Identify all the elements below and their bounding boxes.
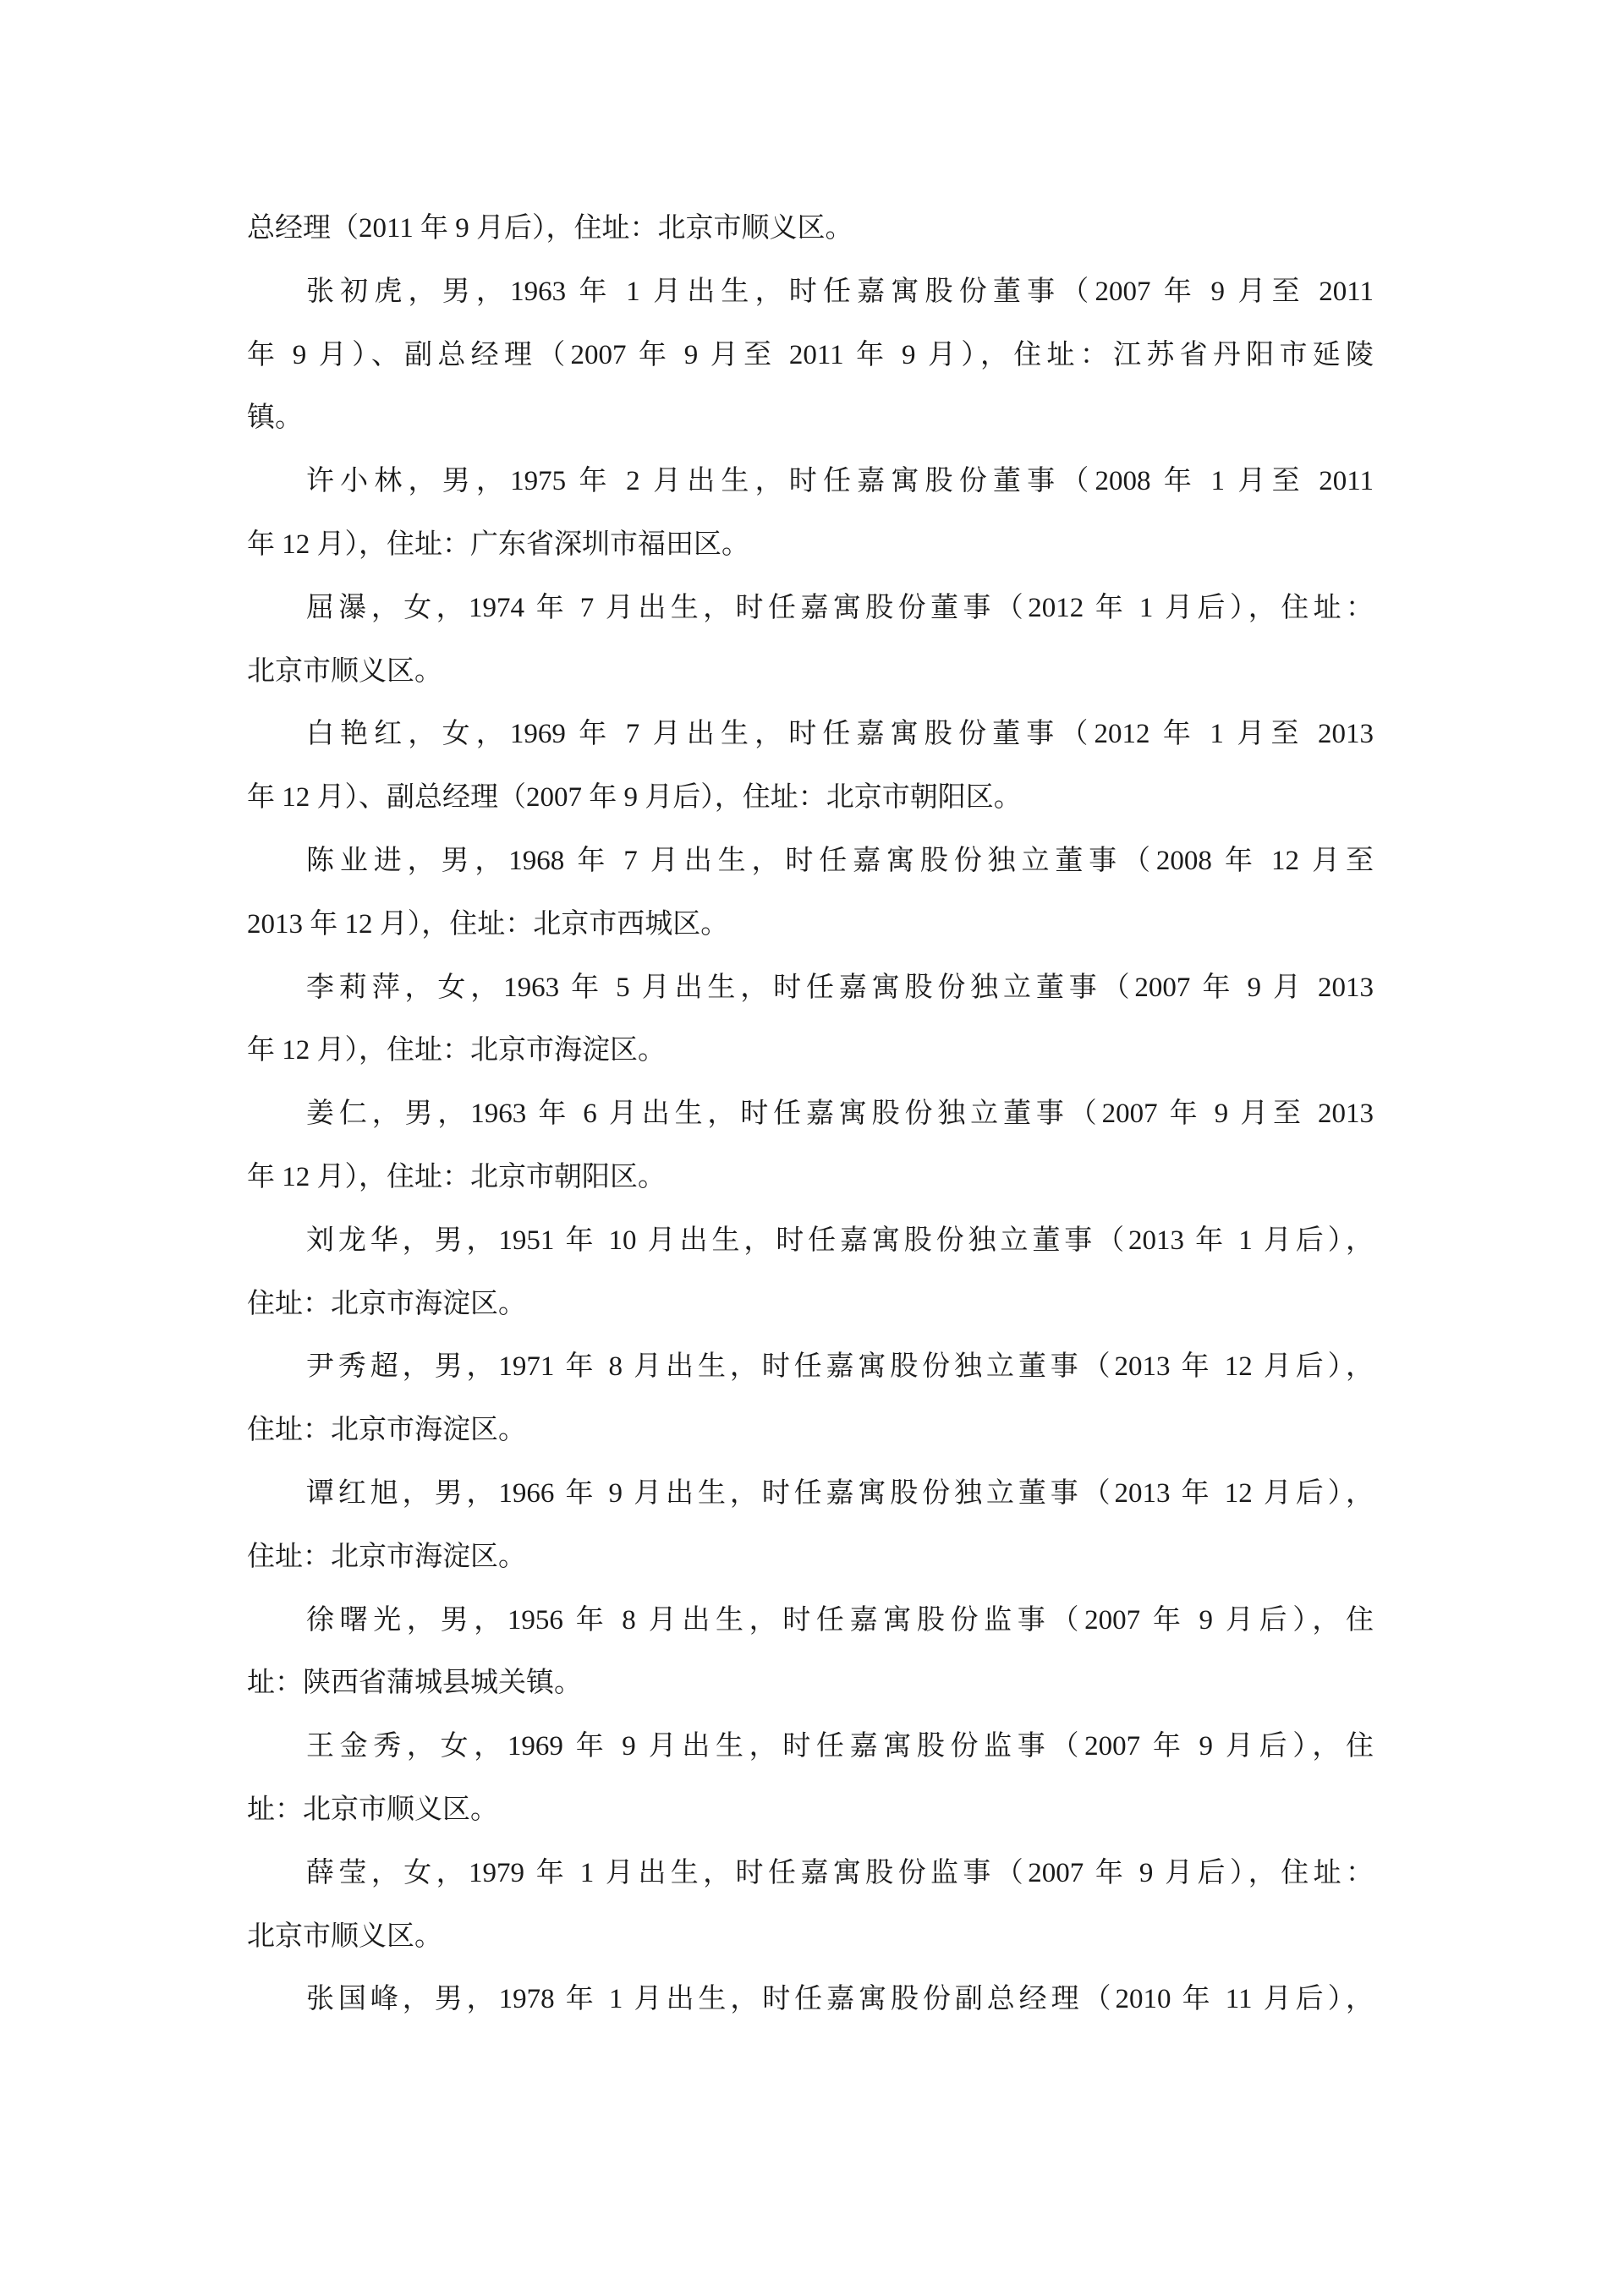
text-line: 王金秀，女，1969 年 9 月出生，时任嘉寓股份监事（2007 年 9 月后），住	[306, 1731, 1374, 1762]
text-line: 姜仁，男，1963 年 6 月出生，时任嘉寓股份独立董事（2007 年 9 月至 2013	[306, 1099, 1374, 1130]
text-line: 许小林，男，1975 年 2 月出生，时任嘉寓股份董事（2008 年 1 月至 2011	[306, 466, 1374, 497]
text-line: 住址：北京市海淀区。	[247, 1541, 526, 1572]
text-line: 址：陕西省蒲城县城关镇。	[247, 1668, 582, 1699]
text-line: 李莉萍，女，1963 年 5 月出生，时任嘉寓股份独立董事（2007 年 9 月 2013	[306, 972, 1374, 1003]
text-line: 2013 年 12 月），住址：北京市西城区。	[247, 908, 729, 940]
text-line: 徐曙光，男，1956 年 8 月出生，时任嘉寓股份监事（2007 年 9 月后），住	[306, 1604, 1374, 1636]
text-line: 址：北京市顺义区。	[247, 1794, 498, 1825]
text-line: 年 12 月），住址：北京市海淀区。	[247, 1035, 666, 1066]
text-line: 张国峰，男，1978 年 1 月出生，时任嘉寓股份副总经理（2010 年 11 月后），	[306, 1984, 1374, 2015]
text-line: 北京市顺义区。	[247, 1921, 442, 1952]
text-line: 住址：北京市海淀区。	[247, 1288, 526, 1319]
text-line: 陈业进，男，1968 年 7 月出生，时任嘉寓股份独立董事（2008 年 12 月至	[306, 845, 1374, 876]
text-line: 年 12 月），住址：北京市朝阳区。	[247, 1161, 666, 1192]
text-line: 薛莹，女，1979 年 1 月出生，时任嘉寓股份监事（2007 年 9 月后），住址：	[306, 1857, 1374, 1888]
document-text-block	[247, 197, 1374, 2031]
text-line: 年 12 月）、副总经理（2007 年 9 月后），住址：北京市朝阳区。	[247, 782, 1022, 814]
text-line: 屈瀑，女，1974 年 7 月出生，时任嘉寓股份董事（2012 年 1 月后），住址：	[306, 592, 1374, 623]
text-line: 谭红旭，男，1966 年 9 月出生，时任嘉寓股份独立董事（2013 年 12 月后），	[306, 1477, 1374, 1509]
text-line: 尹秀超，男，1971 年 8 月出生，时任嘉寓股份独立董事（2013 年 12 月后），	[306, 1351, 1374, 1383]
text-line: 年 9 月）、副总经理（2007 年 9 月至 2011 年 9 月），住址：江苏省丹阳市延陵	[247, 339, 1374, 370]
text-line: 住址：北京市海淀区。	[247, 1415, 526, 1446]
text-line: 张初虎，男，1963 年 1 月出生，时任嘉寓股份董事（2007 年 9 月至 2011	[306, 276, 1374, 307]
text-line: 镇。	[247, 403, 303, 434]
text-line: 年 12 月），住址：广东省深圳市福田区。	[247, 529, 749, 560]
text-line: 总经理（2011 年 9 月后），住址：北京市顺义区。	[247, 213, 853, 244]
text-line: 北京市顺义区。	[247, 655, 442, 687]
text-line: 刘龙华，男，1951 年 10 月出生，时任嘉寓股份独立董事（2013 年 1 月后），	[306, 1225, 1374, 1256]
text-line: 白艳红，女，1969 年 7 月出生，时任嘉寓股份董事（2012 年 1 月至 2013	[306, 719, 1374, 750]
